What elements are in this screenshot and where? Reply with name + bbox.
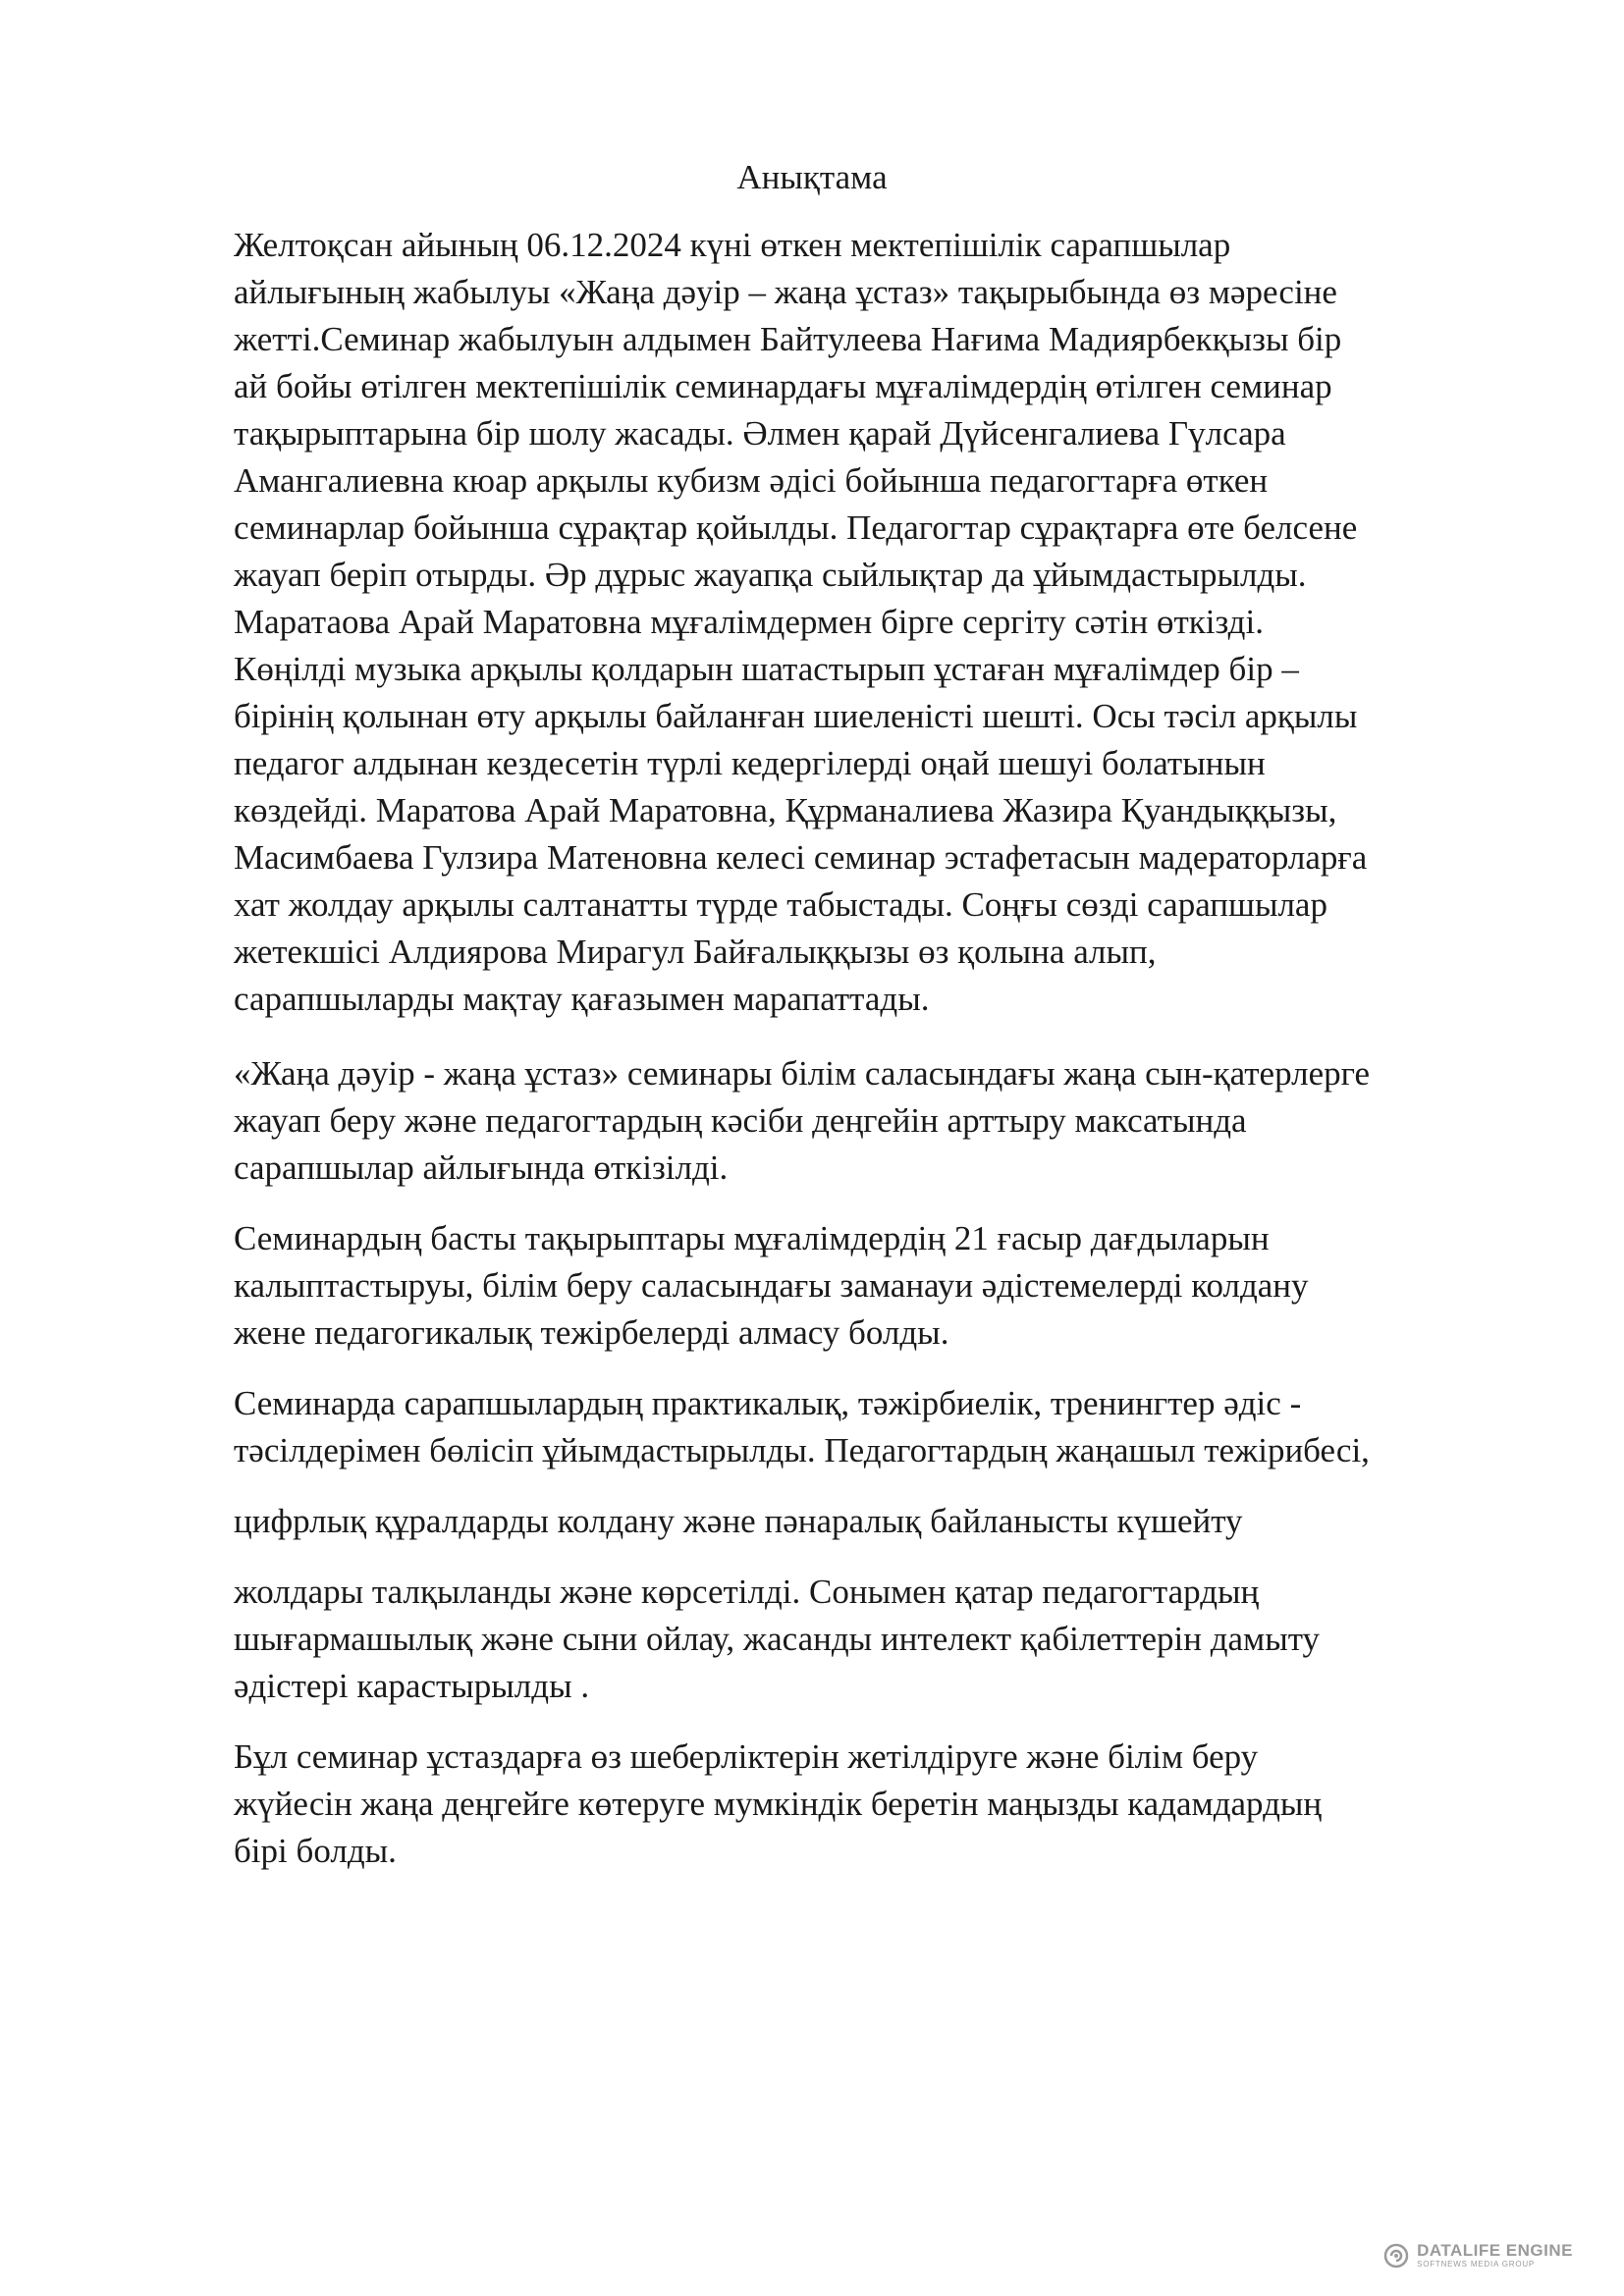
text-line: хат жолдау арқылы салтанатты түрде табыстады. Соңғы сөзді сарапшылар [234, 885, 1327, 924]
text-line: жетті.Семинар жабылуын алдымен Байтулеева Нағима Мадиярбекқызы бір [234, 320, 1342, 358]
watermark [1383, 2242, 1573, 2269]
text-line: жене педагогикалық тежірбелерді алмасу болды. [234, 1313, 949, 1352]
text-line: тақырыптарына бір шолу жасады. Әлмен қарай Дүйсенгалиева Гүлсара [234, 414, 1286, 453]
paragraph-7 [234, 1734, 1530, 1875]
text-line: тәсілдерімен бөлісіп ұйымдастырылды. Педагогтардың жаңашыл тежірибесі, [234, 1431, 1370, 1469]
document-title: Анықтама [736, 158, 888, 196]
text-line: Семинарда сарапшылардың практикалық, тәжірбиелік, тренингтер әдіс - [234, 1384, 1302, 1422]
paragraph-3 [234, 1215, 1530, 1357]
text-line: Масимбаева Гулзира Матеновна келесі семинар эстафетасын мадераторларға [234, 838, 1368, 877]
paragraph-1 [234, 222, 1530, 1023]
paragraph-4 [234, 1380, 1530, 1474]
watermark-text [1417, 2242, 1573, 2269]
paragraph-6 [234, 1569, 1530, 1710]
text-line: ай бойы өтілген мектепішілік семинардағы мұғалімдердің өтілген семинар [234, 367, 1332, 405]
text-line: сарапшыларды мақтау қағазымен марапаттады. [234, 980, 930, 1018]
text-line: жетекшісі Алдиярова Мирагул Байғалыққызы өз қолына алып, [234, 933, 1157, 971]
text-line: көздейді. Маратова Арай Маратовна, Құрманалиева Жазира Қуандыққызы, [234, 791, 1337, 829]
text-line: жауап беріп отырды. Әр дұрыс жауапқа сыйлықтар да ұйымдастырылды. [234, 556, 1307, 594]
paragraph-2 [234, 1050, 1530, 1192]
text-line: Семинардың басты тақырыптары мұғалімдердің 21 ғасыр дағдыларын [234, 1219, 1270, 1257]
text-line: Маратаова Арай Маратовна мұғалімдермен бірге сергіту сәтін өткізді. [234, 603, 1264, 641]
text-line: жауап беру және педагогтардың кәсіби деңгейін арттыру максатында [234, 1101, 1247, 1140]
text-line: жүйесін жаңа деңгейге көтеруге мумкіндік беретін маңызды кадамдардың [234, 1785, 1323, 1823]
paragraph-5 [234, 1498, 1530, 1545]
text-line: калыптастыруы, білім беру саласындағы заманауи әдістемелерді колдану [234, 1266, 1309, 1305]
watermark-sub-text: SOFTNEWS MEDIA GROUP [1417, 2260, 1536, 2269]
datalife-logo-icon [1383, 2243, 1409, 2269]
text-line: бірі болды. [234, 1832, 397, 1870]
text-line: жолдары талқыланды және көрсетілді. Сонымен қатар педагогтардың [234, 1573, 1260, 1611]
text-line: айлығының жабылуы «Жаңа дәуір – жаңа ұстаз» тақырыбында өз мәресіне [234, 273, 1337, 311]
text-line: цифрлық құралдарды колдану және пәнаралық байланысты күшейту [234, 1502, 1243, 1540]
watermark-main-text: DATALIFE ENGINE [1417, 2241, 1573, 2260]
text-line: әдістері карастырылды . [234, 1667, 590, 1705]
text-line: «Жаңа дәуір - жаңа ұстаз» семинары білім саласындағы жаңа сын-қатерлерге [234, 1054, 1371, 1093]
text-line: Амангалиевна кюар арқылы кубизм әдісі бойынша педагогтарға өткен [234, 461, 1269, 500]
text-line: шығармашылық және сыни ойлау, жасанды интелект қабілеттерін дамыту [234, 1620, 1321, 1658]
text-line: Көңілді музыка арқылы қолдарын шатастырып ұстаған мұғалімдер бір – [234, 650, 1299, 688]
text-line: сарапшылар айлығында өткізілді. [234, 1148, 729, 1187]
text-line: Желтоқсан айының 06.12.2024 күні өткен мектепішілік сарапшылар [234, 226, 1231, 264]
text-line: семинарлар бойынша сұрақтар қойылды. Педагогтар сұрақтарға өте белсене [234, 508, 1358, 547]
text-line: педагог алдынан кездесетін түрлі кедергілерді оңай шешуі болатынын [234, 744, 1266, 782]
text-line: Бұл семинар ұстаздарға өз шеберліктерін жетілдіруге және білім беру [234, 1737, 1259, 1776]
text-line: бірінің қолынан өту арқылы байланған шиеленісті шешті. Осы тәсіл арқылы [234, 697, 1358, 735]
